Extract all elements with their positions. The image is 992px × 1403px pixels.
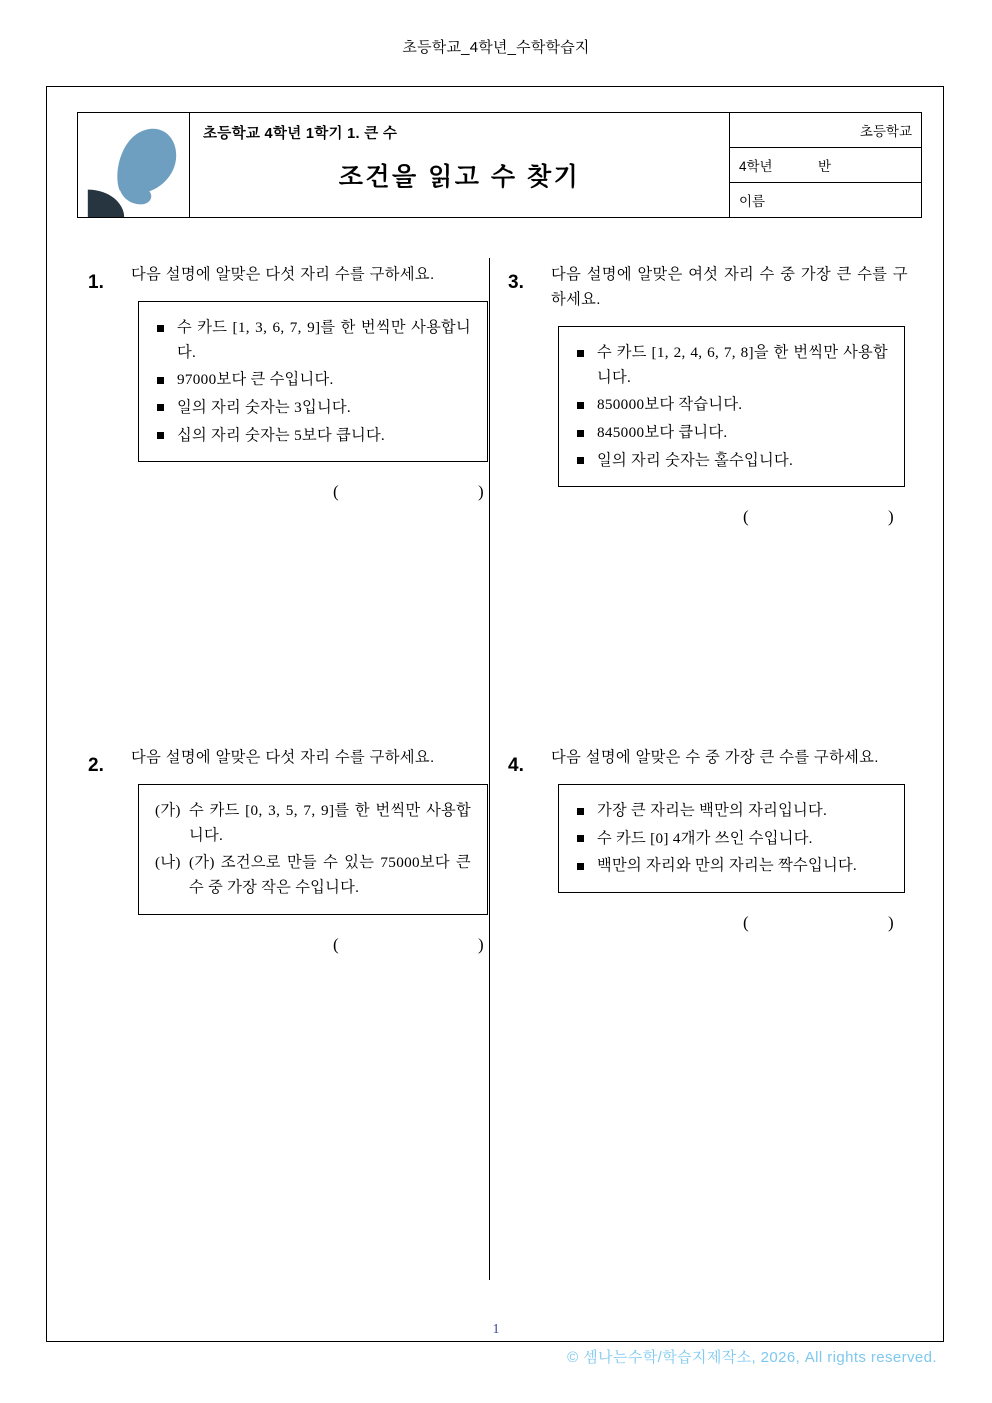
name-label: 이름 [739, 194, 766, 209]
student-info-table [730, 112, 922, 218]
answer-paren-close: ) [888, 507, 894, 527]
problem-1-number: 1. [88, 272, 104, 293]
problem-4-condition-list [575, 799, 888, 879]
condition-tag: (가) [155, 802, 181, 820]
condition-item [155, 424, 471, 449]
square-bullet-icon [577, 835, 584, 842]
condition-text: 가장 큰 자리는 백만의 자리입니다. [597, 802, 828, 820]
condition-item [155, 316, 471, 365]
problem-3 [508, 262, 908, 533]
problem-4-number: 4. [508, 755, 524, 776]
info-row-name [730, 183, 921, 217]
problem-2-answer-line[interactable] [88, 935, 488, 961]
condition-item [155, 851, 471, 900]
condition-text: 수 카드 [0, 3, 5, 7, 9]를 한 번씩만 사용합니다. [189, 802, 471, 844]
problem-2-condition-box [138, 784, 488, 915]
condition-item [575, 449, 888, 474]
square-bullet-icon [157, 377, 164, 384]
condition-text: 십의 자리 숫자는 5보다 큽니다. [177, 426, 386, 444]
answer-paren-close: ) [888, 912, 894, 932]
problem-1-answer-line[interactable] [88, 482, 488, 508]
problem-2-condition-list [155, 799, 471, 901]
logo-cell [77, 112, 190, 218]
info-row-grade-class [730, 148, 921, 183]
square-bullet-icon [157, 432, 164, 439]
condition-text: 수 카드 [0] 4개가 쓰인 수입니다. [597, 829, 813, 847]
water-droplet-logo-icon [78, 113, 189, 217]
problem-3-condition-list [575, 341, 888, 473]
condition-item [575, 854, 888, 879]
condition-tag: (나) [155, 854, 181, 872]
problem-1-condition-box [138, 301, 488, 462]
grade-label: 4학년 [739, 159, 773, 174]
sheet-title: 조건을 읽고 수 찾기 [338, 163, 581, 191]
condition-item [575, 393, 888, 418]
problem-2-number: 2. [88, 755, 104, 776]
condition-item [575, 799, 888, 824]
running-head: 초등학교_4학년_수학학습지 [402, 39, 590, 56]
condition-item [575, 827, 888, 852]
problem-3-condition-box [558, 326, 905, 487]
problem-4 [508, 745, 908, 939]
square-bullet-icon [577, 457, 584, 464]
answer-paren-open: ( [743, 507, 749, 527]
copyright-notice: © 셈나는수학/학습지제작소, 2026, All rights reserved. [567, 1349, 937, 1366]
masthead [77, 112, 922, 218]
problem-3-stem: 다음 설명에 알맞은 여섯 자리 수 중 가장 큰 수를 구하세요. [551, 266, 908, 309]
problem-4-stem: 다음 설명에 알맞은 수 중 가장 큰 수를 구하세요. [551, 749, 879, 766]
square-bullet-icon [577, 402, 584, 409]
condition-text: 백만의 자리와 만의 자리는 짝수입니다. [597, 857, 858, 875]
column-divider [489, 258, 490, 1280]
condition-item [155, 799, 471, 848]
page-number: 1 [492, 1322, 500, 1337]
class-label: 반 [818, 159, 832, 174]
problem-1-stem: 다음 설명에 알맞은 다섯 자리 수를 구하세요. [131, 266, 435, 283]
answer-paren-open: ( [333, 934, 339, 954]
square-bullet-icon [577, 430, 584, 437]
problem-3-answer-line[interactable] [508, 507, 908, 533]
title-cell [190, 112, 730, 218]
condition-text: 일의 자리 숫자는 홀수입니다. [597, 451, 794, 469]
condition-text: 일의 자리 숫자는 3입니다. [177, 398, 351, 416]
problem-1-condition-list [155, 316, 471, 448]
condition-text: 845000보다 큽니다. [597, 424, 728, 442]
condition-text: (가) 조건으로 만들 수 있는 75000보다 큰 수 중 가장 작은 수입니다. [189, 854, 471, 896]
answer-paren-open: ( [743, 912, 749, 932]
problem-2-stem: 다음 설명에 알맞은 다섯 자리 수를 구하세요. [131, 749, 435, 766]
problem-1 [88, 262, 488, 508]
square-bullet-icon [577, 808, 584, 815]
answer-paren-close: ) [478, 934, 484, 954]
problem-3-number: 3. [508, 272, 524, 293]
answer-paren-open: ( [333, 482, 339, 502]
problem-4-condition-box [558, 784, 905, 893]
condition-text: 수 카드 [1, 3, 6, 7, 9]를 한 번씩만 사용합니다. [177, 319, 471, 361]
condition-item [155, 396, 471, 421]
square-bullet-icon [577, 350, 584, 357]
problem-4-answer-line[interactable] [508, 913, 908, 939]
problem-2 [88, 745, 488, 961]
square-bullet-icon [157, 325, 164, 332]
school-label: 초등학교 [859, 124, 912, 139]
condition-item [575, 421, 888, 446]
square-bullet-icon [157, 404, 164, 411]
answer-paren-close: ) [478, 482, 484, 502]
condition-text: 97000보다 큰 수입니다. [177, 371, 334, 389]
condition-item [575, 341, 888, 390]
info-row-school [730, 113, 921, 148]
square-bullet-icon [577, 863, 584, 870]
condition-text: 850000보다 작습니다. [597, 396, 743, 414]
condition-text: 수 카드 [1, 2, 4, 6, 7, 8]을 한 번씩만 사용합니다. [597, 344, 888, 386]
subject-line: 초등학교 4학년 1학기 1. 큰 수 [203, 126, 398, 142]
condition-item [155, 368, 471, 393]
